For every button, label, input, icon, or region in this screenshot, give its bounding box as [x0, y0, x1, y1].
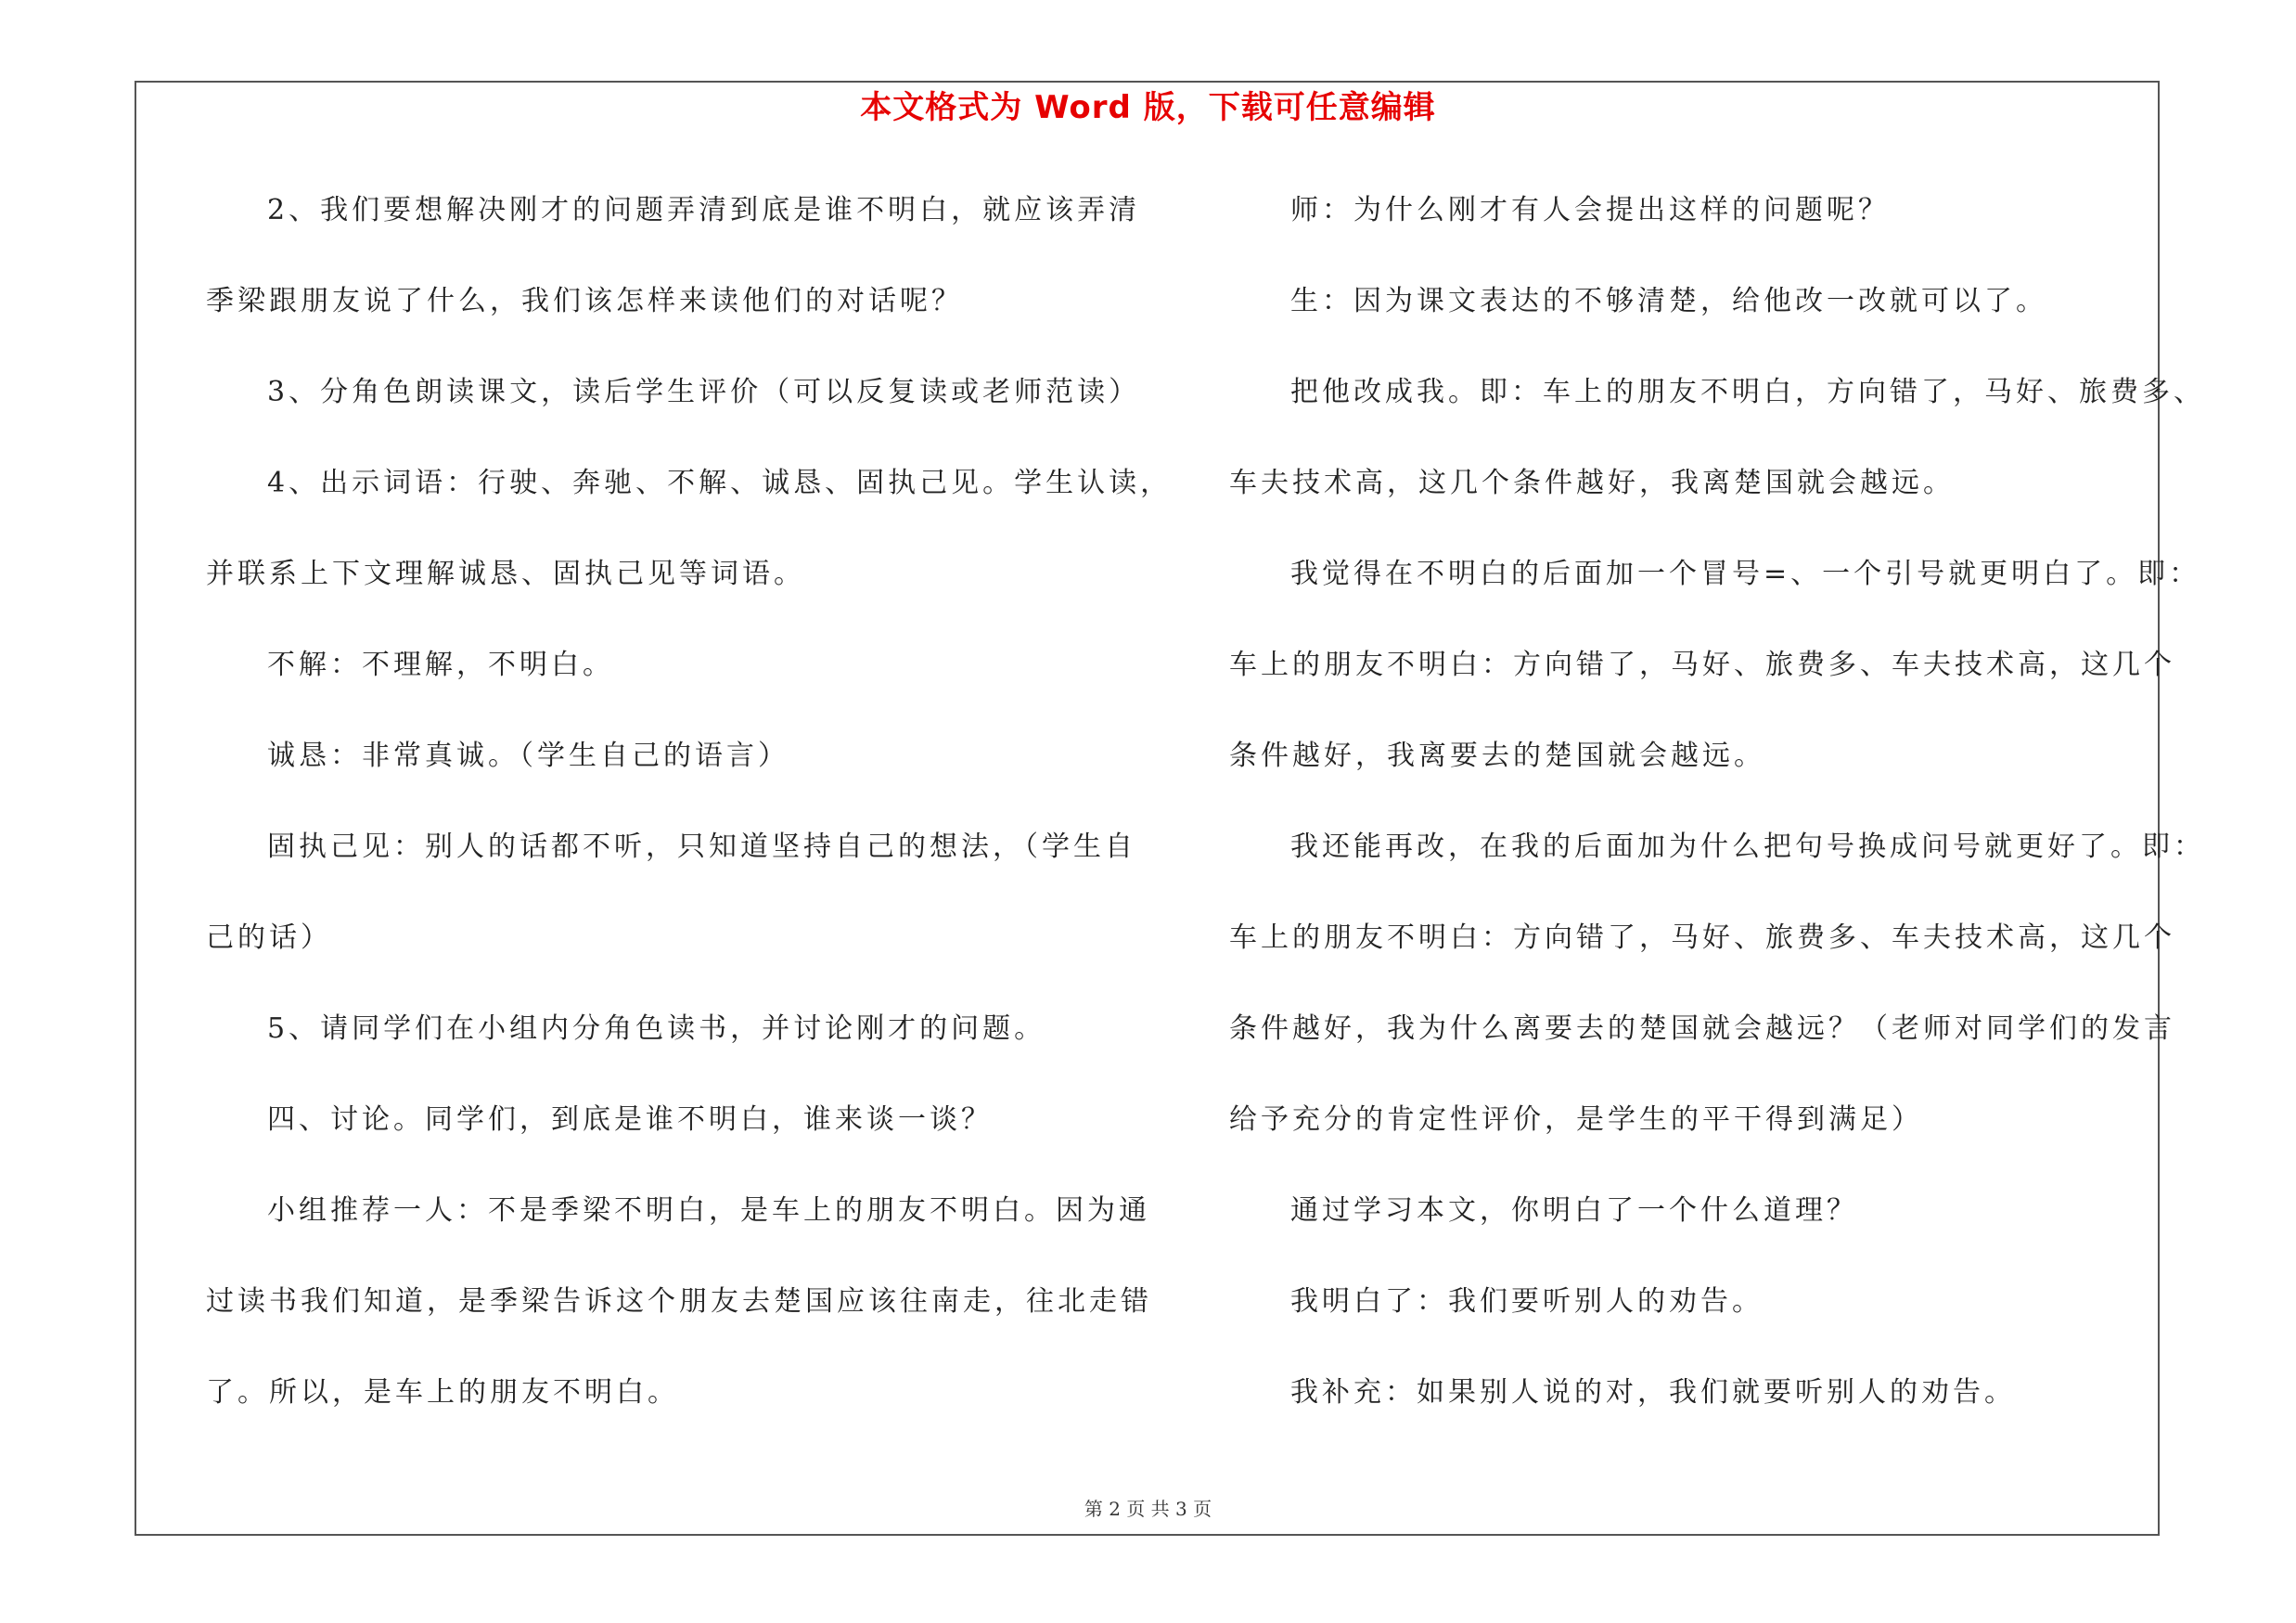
- text-line: 车夫技术高，这几个条件越好，我离楚国就会越远。: [1229, 467, 1955, 499]
- text-line: 条件越好，我为什么离要去的楚国就会越远？（老师对同学们的发言: [1229, 1012, 2175, 1045]
- text-line: 己的话）: [206, 921, 332, 954]
- text-line: 我补充：如果别人说的对，我们就要听别人的劝告。: [1290, 1376, 2016, 1409]
- text-line: 小组推荐一人：不是季梁不明白，是车上的朋友不明白。因为通: [267, 1194, 1150, 1227]
- text-line: 4、出示词语：行驶、奔驰、不解、诚恳、固执己见。学生认读，: [267, 467, 1173, 499]
- word-format-banner: 本文格式为 Word 版，下载可任意编辑: [860, 89, 1436, 126]
- text-line: 条件越好，我离要去的楚国就会越远。: [1229, 740, 1765, 772]
- text-line: 把他改成我。即：车上的朋友不明白，方向错了，马好、旅费多、: [1290, 376, 2205, 408]
- text-line: 5、请同学们在小组内分角色读书，并讨论刚才的问题。: [267, 1012, 1046, 1045]
- text-line: 四、讨论。同学们，到底是谁不明白，谁来谈一谈？: [267, 1103, 993, 1136]
- page-footer: 第 2 页 共 3 页: [1084, 1498, 1212, 1520]
- text-line: 固执己见：别人的话都不听，只知道坚持自己的想法，（学生自: [267, 831, 1136, 863]
- text-line: 我还能再改，在我的后面加为什么把句号换成问号就更好了。即：: [1290, 831, 2205, 863]
- text-line: 车上的朋友不明白：方向错了，马好、旅费多、车夫技术高，这几个: [1229, 649, 2175, 681]
- text-line: 给予充分的肯定性评价，是学生的平干得到满足）: [1229, 1103, 1923, 1136]
- text-line: 车上的朋友不明白：方向错了，马好、旅费多、车夫技术高，这几个: [1229, 921, 2175, 954]
- text-line: 我明白了：我们要听别人的劝告。: [1290, 1285, 1764, 1318]
- text-line: 了。所以，是车上的朋友不明白。: [206, 1376, 679, 1409]
- text-line: 我觉得在不明白的后面加一个冒号=、一个引号就更明白了。即：: [1290, 558, 2201, 590]
- left-column: [206, 180, 1180, 1453]
- right-column: [1229, 180, 2205, 1453]
- text-line: 生：因为课文表达的不够清楚，给他改一改就可以了。: [1290, 285, 2047, 317]
- text-line: 师：为什么刚才有人会提出这样的问题呢？: [1290, 194, 1890, 226]
- text-line: 不解：不理解，不明白。: [267, 649, 614, 681]
- text-line: 季梁跟朋友说了什么，我们该怎样来读他们的对话呢？: [206, 285, 963, 317]
- text-line: 通过学习本文，你明白了一个什么道理？: [1290, 1194, 1858, 1227]
- text-line: 2、我们要想解决刚才的问题弄清到底是谁不明白，就应该弄清: [267, 194, 1141, 226]
- text-line: 并联系上下文理解诚恳、固执己见等词语。: [206, 558, 805, 590]
- text-line: 诚恳：非常真诚。（学生自己的语言）: [267, 740, 789, 772]
- text-line: 3、分角色朗读课文，读后学生评价（可以反复读或老师范读）: [267, 376, 1141, 408]
- text-line: 过读书我们知道，是季梁告诉这个朋友去楚国应该往南走，往北走错: [206, 1285, 1152, 1318]
